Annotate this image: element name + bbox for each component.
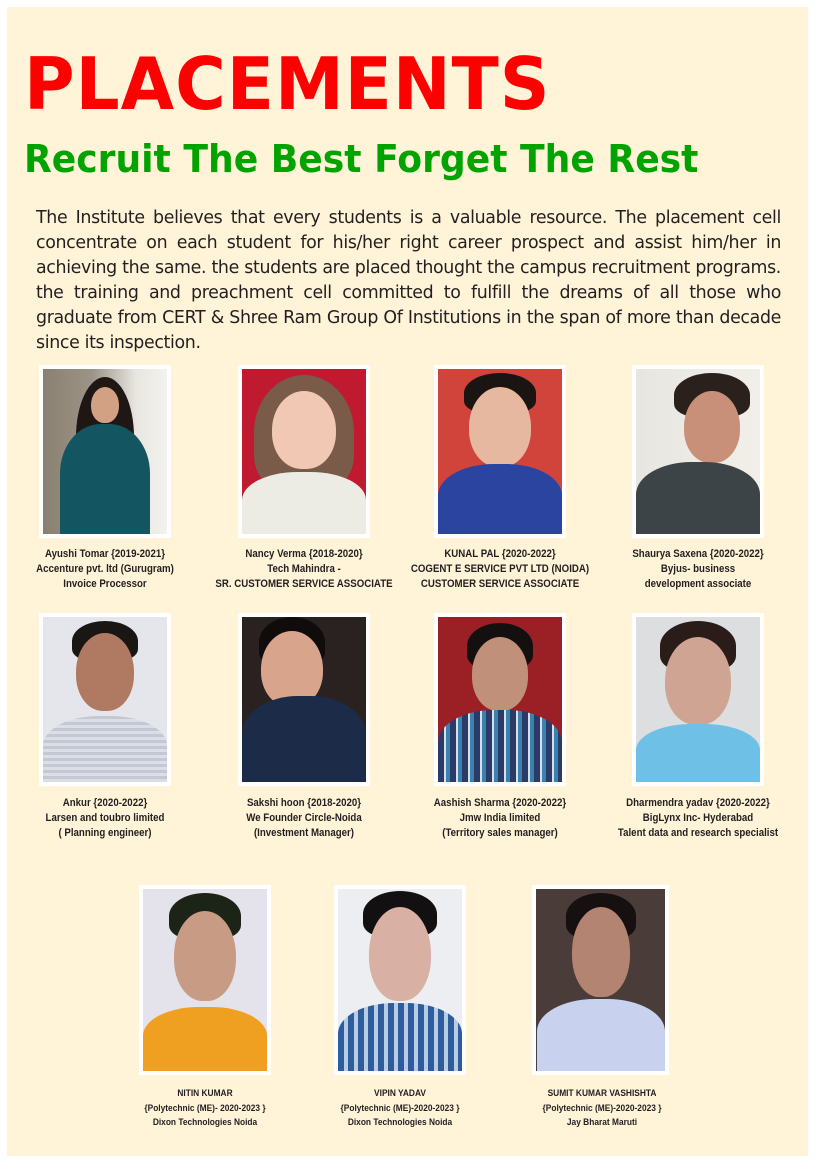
student-name: Sakshi hoon {2018-2020} bbox=[246, 797, 362, 809]
student-role: (Territory sales manager) bbox=[442, 827, 558, 839]
student-photo-frame bbox=[434, 613, 566, 786]
student-name: Aashish Sharma {2020-2022} bbox=[433, 797, 567, 809]
student-role: (Investment Manager) bbox=[253, 827, 355, 839]
student-photo bbox=[43, 369, 167, 534]
student-program: {Polytechnic (ME)-2020-2023 } bbox=[542, 1102, 662, 1114]
student-photo-frame bbox=[39, 613, 171, 786]
student-company: Accenture pvt. ltd (Gurugram) bbox=[36, 563, 174, 575]
student-caption bbox=[204, 547, 405, 592]
student-photo bbox=[438, 369, 562, 534]
student-name: Nancy Verma {2018-2020} bbox=[245, 548, 363, 560]
student-name: Ankur {2020-2022} bbox=[62, 797, 148, 809]
student-role: Invoice Processor bbox=[63, 578, 147, 590]
page-title: PLACEMENTS bbox=[24, 42, 551, 126]
student-photo-frame bbox=[632, 365, 764, 538]
student-company: BigLynx Inc- Hyderabad bbox=[642, 812, 754, 824]
student-name: Dharmendra yadav {2020-2022} bbox=[626, 797, 770, 809]
student-photo-frame bbox=[434, 365, 566, 538]
student-program: {Polytechnic (ME)- 2020-2023 } bbox=[144, 1102, 266, 1114]
student-photo bbox=[338, 889, 462, 1071]
student-photo bbox=[636, 617, 760, 782]
student-photo-frame bbox=[238, 365, 370, 538]
student-photo bbox=[242, 617, 366, 782]
student-name: KUNAL PAL {2020-2022} bbox=[444, 548, 556, 560]
student-role: ( Planning engineer) bbox=[58, 827, 152, 839]
student-caption bbox=[608, 796, 788, 841]
student-company: Larsen and toubro limited bbox=[45, 812, 165, 824]
student-caption bbox=[216, 796, 392, 841]
student-name: Shaurya Saxena {2020-2022} bbox=[632, 548, 764, 560]
student-company: Byjus- business bbox=[660, 563, 736, 575]
student-program: {Polytechnic (ME)-2020-2023 } bbox=[340, 1102, 460, 1114]
student-name: Ayushi Tomar {2019-2021} bbox=[44, 548, 165, 560]
student-caption bbox=[412, 796, 588, 841]
student-caption bbox=[29, 547, 180, 592]
student-photo bbox=[143, 889, 267, 1071]
student-caption bbox=[523, 1087, 681, 1131]
student-caption bbox=[126, 1087, 284, 1131]
student-role: CUSTOMER SERVICE ASSOCIATE bbox=[420, 578, 580, 590]
student-photo bbox=[242, 369, 366, 534]
student-caption bbox=[408, 547, 591, 592]
student-photo bbox=[43, 617, 167, 782]
student-company: Jmw India limited bbox=[459, 812, 541, 824]
student-caption bbox=[321, 1087, 479, 1131]
student-photo bbox=[536, 889, 665, 1071]
student-role: SR. CUSTOMER SERVICE ASSOCIATE bbox=[215, 578, 393, 590]
student-name: NITIN KUMAR bbox=[177, 1088, 233, 1099]
student-company: We Founder Circle-Noida bbox=[246, 812, 362, 824]
student-photo bbox=[438, 617, 562, 782]
intro-paragraph: The Institute believes that every students is a valuable resource. The placement cell concentrate on each student for his/her right career prospect and assist him/her in achieving the same. the students are placed thought the campus recruitment programs. the training and preachment cell committed to fulfill the dreams of all those who graduate from CERT & Shree Ram Group Of Institutions in the span of more than decade since its inspection. bbox=[36, 208, 781, 353]
student-employer: Dixon Technologies Noida bbox=[347, 1117, 453, 1128]
student-name: VIPIN YADAV bbox=[374, 1088, 426, 1099]
page-subtitle: Recruit The Best Forget The Rest bbox=[24, 137, 699, 181]
student-role: Talent data and research specialist bbox=[617, 827, 779, 839]
student-photo bbox=[636, 369, 760, 534]
student-company: COGENT E SERVICE PVT LTD (NOIDA) bbox=[410, 563, 590, 575]
student-caption bbox=[621, 547, 776, 592]
student-photo-frame bbox=[632, 613, 764, 786]
student-photo-frame bbox=[334, 885, 466, 1075]
student-company: Tech Mahindra - bbox=[267, 563, 341, 575]
student-name: SUMIT KUMAR VASHISHTA bbox=[547, 1088, 657, 1099]
student-caption bbox=[29, 796, 180, 841]
student-role: development associate bbox=[644, 578, 752, 590]
student-photo-frame bbox=[39, 365, 171, 538]
student-photo-frame bbox=[139, 885, 271, 1075]
student-photo-frame bbox=[238, 613, 370, 786]
student-photo-frame bbox=[532, 885, 669, 1075]
student-employer: Jay Bharat Maruti bbox=[566, 1117, 638, 1128]
student-employer: Dixon Technologies Noida bbox=[152, 1117, 258, 1128]
